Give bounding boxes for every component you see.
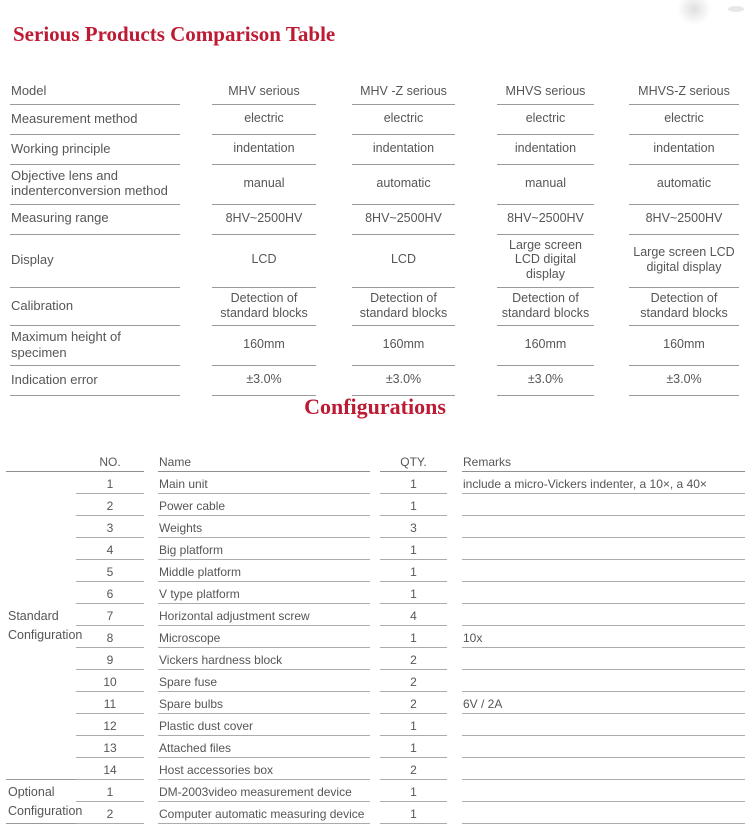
comparison-column-header: MHV serious (212, 80, 316, 105)
spacer (447, 516, 462, 538)
config-remarks (462, 538, 745, 560)
spacer (447, 560, 462, 582)
spacer (144, 670, 158, 692)
config-row (76, 802, 745, 824)
config-name: Big platform (158, 538, 370, 560)
group-label-optional: Optional Configuration (6, 780, 76, 824)
comparison-table-title: Serious Products Comparison Table (13, 22, 336, 46)
spacer (370, 516, 380, 538)
spacer (370, 692, 380, 714)
config-name: V type platform (158, 582, 370, 604)
spacer (370, 538, 380, 560)
spacer (455, 165, 497, 205)
spacer (180, 165, 212, 205)
comparison-row-label: Working principle (10, 135, 180, 165)
config-remarks (462, 670, 745, 692)
comparison-cell: automatic (352, 165, 455, 205)
spacer (144, 780, 158, 802)
config-name: Power cable (158, 494, 370, 516)
spacer (370, 780, 380, 802)
comparison-cell: Detection of standard blocks (352, 288, 455, 327)
config-no: 5 (76, 560, 144, 582)
config-qty: 3 (380, 516, 447, 538)
spacer (447, 450, 462, 472)
spacer (180, 288, 212, 327)
comparison-cell: ±3.0% (212, 366, 316, 396)
comparison-cell: Detection of standard blocks (497, 288, 594, 327)
table-row (10, 135, 739, 165)
group-header-cell (6, 450, 76, 472)
spacer (370, 472, 380, 494)
comparison-row-label: Model (10, 80, 180, 105)
spacer (370, 626, 380, 648)
config-remarks (462, 648, 745, 670)
spacer (180, 366, 212, 396)
comparison-cell: 8HV~2500HV (629, 205, 739, 235)
comparison-cell: electric (629, 105, 739, 135)
table-row (10, 326, 739, 366)
spacer (455, 105, 497, 135)
comparison-cell: 8HV~2500HV (212, 205, 316, 235)
config-no: 7 (76, 604, 144, 626)
spacer (455, 135, 497, 165)
spacer (144, 648, 158, 670)
config-row (76, 692, 745, 714)
configurations-table (6, 450, 745, 824)
spacer (316, 235, 352, 288)
config-remarks: include a micro-Vickers indenter, a 10×, a 40× (462, 472, 745, 494)
config-name: Middle platform (158, 560, 370, 582)
comparison-cell: automatic (629, 165, 739, 205)
comparison-cell: Detection of standard blocks (629, 288, 739, 327)
spacer (144, 538, 158, 560)
spacer (447, 626, 462, 648)
config-row (76, 604, 745, 626)
comparison-cell: indentation (497, 135, 594, 165)
config-header-remarks: Remarks (462, 450, 745, 472)
comparison-cell: LCD (212, 235, 316, 288)
spacer (370, 758, 380, 780)
comparison-row-label: Calibration (10, 288, 180, 327)
config-remarks (462, 604, 745, 626)
spacer (180, 135, 212, 165)
spacer (144, 494, 158, 516)
spacer (370, 714, 380, 736)
configurations-title: Configurations (304, 394, 446, 419)
config-row (76, 780, 745, 802)
spacer (180, 235, 212, 288)
config-no: 4 (76, 538, 144, 560)
comparison-cell: ±3.0% (629, 366, 739, 396)
spacer (370, 736, 380, 758)
spacer (370, 648, 380, 670)
config-name: Spare bulbs (158, 692, 370, 714)
comparison-cell: electric (497, 105, 594, 135)
config-row (76, 626, 745, 648)
spacer (447, 780, 462, 802)
spacer (370, 560, 380, 582)
comparison-cell: 8HV~2500HV (352, 205, 455, 235)
spacer (144, 758, 158, 780)
config-no: 1 (76, 780, 144, 802)
config-remarks (462, 714, 745, 736)
config-no: 13 (76, 736, 144, 758)
comparison-row-label: Measurement method (10, 105, 180, 135)
config-qty: 2 (380, 670, 447, 692)
config-qty: 1 (380, 802, 447, 824)
config-no: 9 (76, 648, 144, 670)
config-qty: 1 (380, 582, 447, 604)
spacer (455, 366, 497, 396)
config-name: Plastic dust cover (158, 714, 370, 736)
config-header-no: NO. (76, 450, 144, 472)
comparison-cell: Large screen LCD digital display (497, 235, 594, 288)
spacer (316, 165, 352, 205)
comparison-cell: Detection of standard blocks (212, 288, 316, 327)
comparison-cell: 8HV~2500HV (497, 205, 594, 235)
spacer (316, 205, 352, 235)
config-row (76, 494, 745, 516)
comparison-cell: indentation (352, 135, 455, 165)
config-no: 1 (76, 472, 144, 494)
spacer (447, 670, 462, 692)
comparison-header-row (10, 80, 739, 105)
spacer (594, 288, 629, 327)
config-name: Microscope (158, 626, 370, 648)
comparison-table (10, 80, 739, 396)
config-row (76, 648, 745, 670)
spacer (316, 105, 352, 135)
comparison-column-header: MHV -Z serious (352, 80, 455, 105)
spacer (144, 604, 158, 626)
spacer (370, 802, 380, 824)
config-row (76, 736, 745, 758)
table-row (10, 165, 739, 205)
spacer (447, 538, 462, 560)
config-name: Host accessories box (158, 758, 370, 780)
config-group-column (6, 450, 83, 824)
spacer (594, 135, 629, 165)
comparison-cell: LCD (352, 235, 455, 288)
config-no: 2 (76, 494, 144, 516)
config-remarks (462, 780, 745, 802)
spacer (447, 736, 462, 758)
spacer (594, 235, 629, 288)
spacer (144, 714, 158, 736)
spacer (316, 288, 352, 327)
config-qty: 2 (380, 758, 447, 780)
spacer (370, 604, 380, 626)
spacer (316, 135, 352, 165)
corner-graphic (670, 0, 718, 32)
config-remarks (462, 802, 745, 824)
spacer (594, 326, 629, 366)
config-row (76, 670, 745, 692)
spacer (594, 80, 629, 105)
comparison-cell: manual (497, 165, 594, 205)
config-header-qty: QTY. (380, 450, 447, 472)
config-qty: 4 (380, 604, 447, 626)
config-name: Vickers hardness block (158, 648, 370, 670)
corner-speck (728, 6, 744, 12)
config-qty: 1 (380, 780, 447, 802)
spacer (144, 692, 158, 714)
config-remarks: 6V / 2A (462, 692, 745, 714)
config-qty: 1 (380, 494, 447, 516)
spacer (180, 80, 212, 105)
config-qty: 1 (380, 472, 447, 494)
comparison-cell: ±3.0% (497, 366, 594, 396)
config-name: Spare fuse (158, 670, 370, 692)
spacer (144, 472, 158, 494)
spacer (594, 205, 629, 235)
spacer (455, 205, 497, 235)
spacer (447, 714, 462, 736)
comparison-row-label: Objective lens and indenterconversion method (10, 165, 180, 205)
spacer (447, 758, 462, 780)
config-remarks: 10x (462, 626, 745, 648)
comparison-cell: 160mm (352, 326, 455, 366)
config-qty: 1 (380, 626, 447, 648)
config-rows (76, 450, 745, 824)
spacer (447, 648, 462, 670)
spacer (370, 670, 380, 692)
comparison-cell: indentation (629, 135, 739, 165)
spacer (594, 165, 629, 205)
spacer (447, 692, 462, 714)
table-row (10, 105, 739, 135)
config-qty: 1 (380, 714, 447, 736)
config-no: 2 (76, 802, 144, 824)
config-row (76, 516, 745, 538)
config-qty: 2 (380, 648, 447, 670)
table-row (10, 366, 739, 396)
config-row (76, 538, 745, 560)
comparison-column-header: MHVS serious (497, 80, 594, 105)
table-row (10, 288, 739, 327)
spacer (455, 326, 497, 366)
config-no: 11 (76, 692, 144, 714)
spacer (144, 626, 158, 648)
comparison-cell: manual (212, 165, 316, 205)
comparison-cell: 160mm (629, 326, 739, 366)
spacer (594, 105, 629, 135)
spacer (180, 205, 212, 235)
spacer (447, 802, 462, 824)
comparison-cell: electric (352, 105, 455, 135)
comparison-row-label: Measuring range (10, 205, 180, 235)
spacer (447, 494, 462, 516)
spacer (370, 582, 380, 604)
config-remarks (462, 758, 745, 780)
config-no: 8 (76, 626, 144, 648)
comparison-row-label: Maximum height of specimen (10, 326, 180, 366)
config-name: Main unit (158, 472, 370, 494)
spacer (447, 604, 462, 626)
spacer (455, 288, 497, 327)
spacer (144, 736, 158, 758)
spacer (144, 516, 158, 538)
table-row (10, 205, 739, 235)
spacer (316, 366, 352, 396)
config-name: Horizontal adjustment screw (158, 604, 370, 626)
config-no: 3 (76, 516, 144, 538)
config-row (76, 758, 745, 780)
comparison-cell: indentation (212, 135, 316, 165)
config-name: Computer automatic measuring device (158, 802, 370, 824)
config-row (76, 714, 745, 736)
config-no: 12 (76, 714, 144, 736)
config-no: 10 (76, 670, 144, 692)
config-name: Attached files (158, 736, 370, 758)
spacer (316, 326, 352, 366)
spacer (447, 582, 462, 604)
config-remarks (462, 494, 745, 516)
config-no: 6 (76, 582, 144, 604)
spacer (316, 80, 352, 105)
comparison-column-header: MHVS-Z serious (629, 80, 739, 105)
config-no: 14 (76, 758, 144, 780)
config-row (76, 560, 745, 582)
config-remarks (462, 560, 745, 582)
comparison-row-label: Display (10, 235, 180, 288)
spacer (594, 366, 629, 396)
config-qty: 1 (380, 538, 447, 560)
comparison-cell: 160mm (212, 326, 316, 366)
comparison-row-label: Indication error (10, 366, 180, 396)
spacer (455, 235, 497, 288)
spacer (144, 582, 158, 604)
config-qty: 1 (380, 560, 447, 582)
spacer (447, 472, 462, 494)
config-qty: 1 (380, 736, 447, 758)
spacer (180, 105, 212, 135)
spacer (144, 560, 158, 582)
config-name: DM-2003video measurement device (158, 780, 370, 802)
config-remarks (462, 582, 745, 604)
config-row (76, 472, 745, 494)
config-remarks (462, 736, 745, 758)
config-header-name: Name (158, 450, 370, 472)
config-header-row (76, 450, 745, 472)
comparison-cell: ±3.0% (352, 366, 455, 396)
spacer (180, 326, 212, 366)
spacer (144, 450, 158, 472)
spacer (370, 450, 380, 472)
comparison-cell: Large screen LCD digital display (629, 235, 739, 288)
spacer (455, 80, 497, 105)
config-name: Weights (158, 516, 370, 538)
comparison-cell: electric (212, 105, 316, 135)
comparison-cell: 160mm (497, 326, 594, 366)
table-row (10, 235, 739, 288)
group-label-standard: Standard Configuration (6, 472, 76, 780)
spacer (144, 802, 158, 824)
config-qty: 2 (380, 692, 447, 714)
config-remarks (462, 516, 745, 538)
config-row (76, 582, 745, 604)
spacer (370, 494, 380, 516)
